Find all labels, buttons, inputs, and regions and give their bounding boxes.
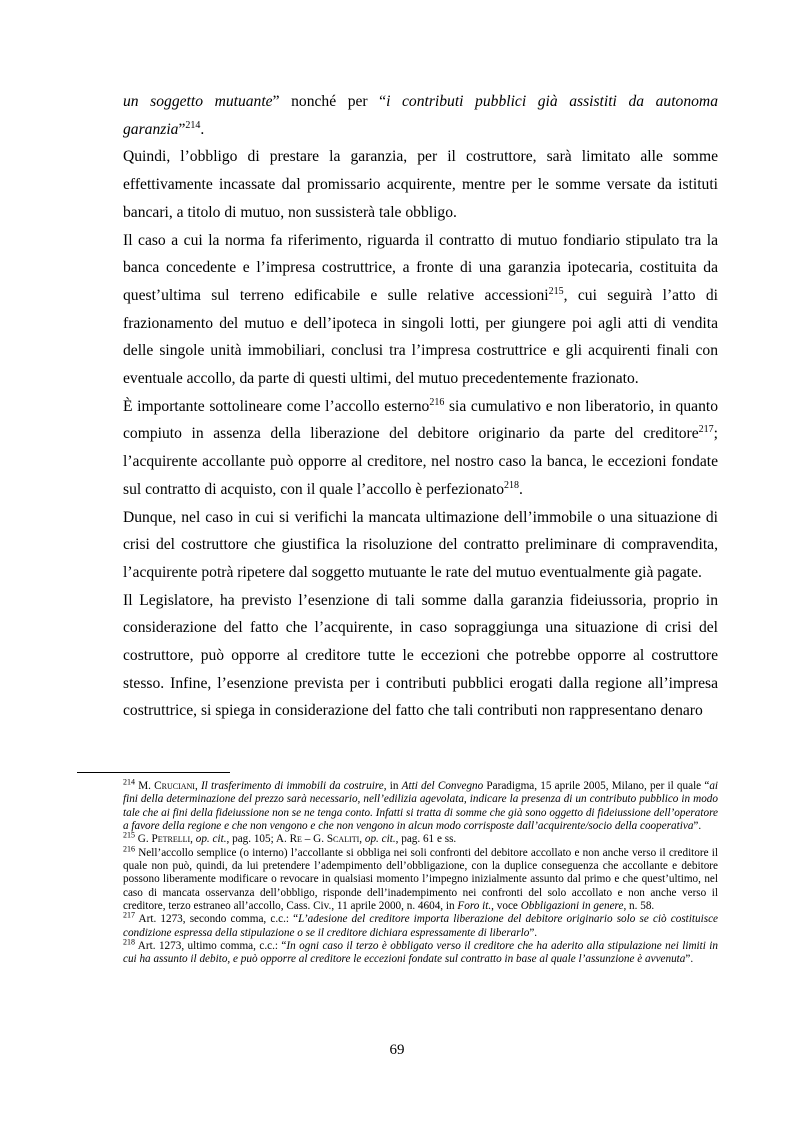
- footnote-ref-215[interactable]: 215: [548, 285, 564, 297]
- footnote-separator: [77, 772, 230, 773]
- footnote-ref-217[interactable]: 217: [698, 424, 714, 436]
- footnote-218: $^{218}$ Art. 1273, ultimo comma, c.c.: “In ogni caso il terzo è obbligato verso il creditore che ha aderito alla stipulazione nei limiti in cui ha assunto il debito, e può opporre al creditore le eccezioni fondate sul contratto in base al quale l’assunzione è avvenuta”.: [123, 937, 718, 966]
- footnote-215: $^{215}$ G. Petrelli, op. cit., pag. 105; A. Re – G. Scaliti, op. cit., pag. 61 e ss.: [123, 830, 457, 846]
- author-name: Scaliti: [326, 833, 360, 846]
- footnote-ref-218[interactable]: 218: [504, 479, 520, 491]
- footnote-number: 218: [123, 937, 135, 947]
- paragraph-6: Il Legislatore, ha previsto l’esenzione di tali somme dalla garanzia fideiussoria, proprio in considerazione del fatto che l’acquirente, in caso sopraggiunga una situazione di crisi del costruttore, può opporre al creditore tutte le eccezioni che potrebbe opporre al costruttore stesso. Infine, l’esenzione prevista per i contributi pubblici erogati dalla regione all’impresa costruttrice, si spiega in considerazione del fatto che tali contributi non rappresentano denaro: [123, 591, 718, 720]
- author-name: Petrelli: [151, 833, 191, 846]
- italic-text: un soggetto mutuante: [123, 93, 273, 110]
- page-number: 69: [389, 1042, 405, 1058]
- footnote-216: $^{216}$ Nell’accollo semplice (o interno) l’accollante si obbliga nei soli confronti del debitore accollato e non anche verso il creditore il quale non può, quindi, da lui pretendere l’adempimento dell’obbligazione, con la duplice conseguenza che accollante e debitore possono liberamente modificare o revocare in qualsiasi momento l’impegno inizialmente assunto dal primo e che quest’ultimo, nel caso di mancata osservanza dell’obbligo, risponde dell’inadempimento nei confronti del solo accollato e non anche verso il creditore, terzo estraneo all’accollo, Cass. Civ., 11 aprile 2000, n. 4604, in Foro it., voce Obbligazioni in genere, n. 58.: [123, 843, 718, 913]
- main-text: [123, 88, 718, 725]
- author-name: Cruciani: [154, 780, 195, 792]
- paragraph-4: È importante sottolineare come l’accollo esterno$^{216}$ sia cumulativo e non liberatorio, in quanto compiuto in assenza della liberazione del debitore originario da parte del creditore$^{217}$; l’acquirente accollante può opporre al creditore, nel nostro caso la banca, le eccezioni fondate sul contratto di acquisto, con il quale l’accollo è perfezionato$^{218}$.: [123, 396, 718, 498]
- author-name: Re: [289, 833, 302, 846]
- footnote-number: 214: [123, 777, 135, 787]
- paragraph-3: Il caso a cui la norma fa riferimento, riguarda il contratto di mutuo fondiario stipulato tra la banca concedente e l’impresa costruttrice, a fronte di una garanzia ipotecaria, costituita da quest’ultima sul terreno edificabile e sulle relative accessioni$^{215}$, cui seguirà l’atto di frazionamento del mutuo e dell’ipoteca in singoli lotti, per giungere poi agli atti di vendita delle singole unità immobiliari, conclusi tra l’impresa costruttrice e gli acquirenti finali con eventuale accollo, da parte di questi ultimi, del mutuo precedentemente frazionato.: [123, 231, 718, 388]
- paragraph-2: Quindi, l’obbligo di prestare la garanzia, per il costruttore, sarà limitato alle somme effettivamente incassate dal promissario acquirente, mentre per le somme versate da istituti bancari, a titolo di mutuo, non sussisterà tale obbligo.: [123, 148, 718, 221]
- italic-text: i contributi pubblici già assistiti da autonoma garanzia: [123, 93, 718, 138]
- footnote-ref-216[interactable]: 216: [429, 396, 445, 408]
- footnote-number: 216: [123, 843, 135, 853]
- footnote-214: $^{214}$ M. Cruciani, Il trasferimento di immobili da costruire, in Atti del Convegno Paradigma, 15 aprile 2005, Milano, per il quale “ai fini della determinazione del prezzo sarà necessario, nell’edilizia agevolata, indicare la presenza di un contributo pubblico in modo tale che ai fini della fideiussione non se ne tenga conto. Infatti si tratta di somme che già sono oggetto di fideiussione dell’operatore a favore della regione e che non vengono e che non vengono in alcun modo corrisposte dall’acquirente/socio della cooperativa”.: [123, 777, 719, 833]
- footnote-number: 217: [123, 910, 135, 920]
- footnotes: [123, 777, 719, 967]
- footnote-ref-214[interactable]: 214: [185, 119, 201, 131]
- footnote-number: 215: [123, 830, 135, 840]
- footnote-217: $^{217}$ Art. 1273, secondo comma, c.c.: “L’adesione del creditore importa liberazione del debitore originario solo se ciò costituisce condizione espressa della stipulazione o se il creditore dichiara espressamente di liberarlo”.: [123, 910, 718, 939]
- paragraph-1: un soggetto mutuante” nonché per “i contributi pubblici già assistiti da autonoma garanzia”$^{214}$.: [123, 93, 718, 138]
- paragraph-5: Dunque, nel caso in cui si verifichi la mancata ultimazione dell’immobile o una situazione di crisi del costruttore che giustifica la risoluzione del contratto preliminare di compravendita, l’acquirente potrà ripetere dal soggetto mutuante le rate del mutuo eventualmente già pagate.: [123, 508, 718, 581]
